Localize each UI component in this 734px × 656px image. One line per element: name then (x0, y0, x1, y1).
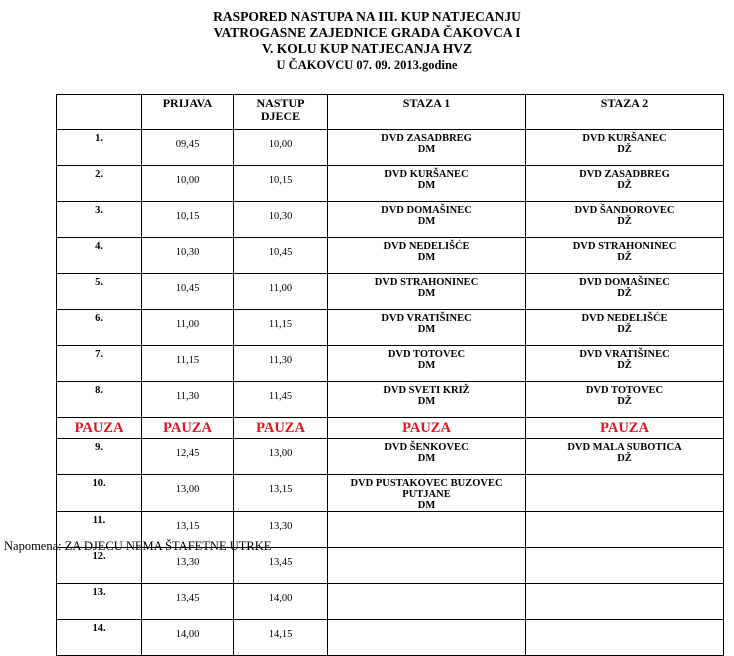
prijava-time: 10,45 (142, 274, 234, 310)
team-category: DM (417, 500, 436, 511)
table-row (57, 274, 724, 310)
staza-1-cell (328, 475, 526, 512)
team-category: DŽ (617, 360, 632, 371)
nastup-time: 11,15 (234, 310, 328, 346)
staza-2-cell (526, 512, 724, 548)
row-number: 10. (57, 475, 142, 512)
pauza-cell: PAUZA (328, 418, 526, 439)
staza-1-cell (328, 202, 526, 238)
team-category: DŽ (617, 252, 632, 263)
row-number: 7. (57, 346, 142, 382)
team-name: DVD PUSTAKOVEC BUZOVEC PUTJANE (350, 478, 503, 500)
staza-1-cell (328, 584, 526, 620)
nastup-time: 10,30 (234, 202, 328, 238)
nastup-time: 10,00 (234, 130, 328, 166)
staza-1-cell (328, 382, 526, 418)
prijava-time: 13,00 (142, 475, 234, 512)
staza-2-cell (526, 584, 724, 620)
nastup-time: 11,00 (234, 274, 328, 310)
table-header-row (57, 95, 724, 130)
nastup-time: 11,30 (234, 346, 328, 382)
staza-2-cell (526, 310, 724, 346)
row-number: 1. (57, 130, 142, 166)
team-category: DM (417, 216, 436, 227)
nastup-time: 13,45 (234, 548, 328, 584)
team-category: DM (417, 180, 436, 191)
staza-2-cell (526, 548, 724, 584)
prijava-time: 14,00 (142, 620, 234, 656)
staza-1-cell (328, 274, 526, 310)
header-staza-1: STAZA 1 (328, 95, 526, 130)
pauza-row (57, 418, 724, 439)
team-name: DVD NEDELIŠĆE (581, 313, 668, 324)
prijava-time: 10,30 (142, 238, 234, 274)
prijava-time: 12,45 (142, 439, 234, 475)
team-name: DVD MALA SUBOTICA (567, 442, 682, 453)
team-name: DVD STRAHONINEC (374, 277, 479, 288)
staza-2-cell (526, 475, 724, 512)
staza-1-cell (328, 166, 526, 202)
row-number: 11. (57, 512, 142, 548)
team-name: DVD KURŠANEC (582, 133, 667, 144)
row-number: 13. (57, 584, 142, 620)
team-category: DŽ (617, 144, 632, 155)
pauza-cell: PAUZA (142, 418, 234, 439)
staza-1-cell (328, 548, 526, 584)
team-name: DVD SVETI KRIŽ (383, 385, 470, 396)
prijava-time: 09,45 (142, 130, 234, 166)
table-row (57, 346, 724, 382)
nastup-time: 13,15 (234, 475, 328, 512)
table-row (57, 130, 724, 166)
header-staza-2: STAZA 2 (526, 95, 724, 130)
pauza-cell: PAUZA (234, 418, 328, 439)
team-name: DVD ŠANDOROVEC (574, 205, 675, 216)
staza-1-cell (328, 620, 526, 656)
staza-2-cell (526, 620, 724, 656)
nastup-time: 13,30 (234, 512, 328, 548)
table-row (57, 475, 724, 512)
prijava-time: 13,45 (142, 584, 234, 620)
prijava-time: 10,15 (142, 202, 234, 238)
table-row (57, 584, 724, 620)
staza-2-cell (526, 382, 724, 418)
staza-2-cell (526, 346, 724, 382)
team-category: DM (417, 453, 436, 464)
table-row (57, 310, 724, 346)
header-nastup (234, 95, 328, 130)
row-number: 2. (57, 166, 142, 202)
nastup-time: 14,15 (234, 620, 328, 656)
row-number: 8. (57, 382, 142, 418)
staza-1-cell (328, 512, 526, 548)
row-number: 5. (57, 274, 142, 310)
title-line-1: RASPORED NASTUPA NA III. KUP NATJECANJU (213, 9, 521, 24)
team-name: DVD ŠENKOVEC (384, 442, 469, 453)
staza-2-cell (526, 439, 724, 475)
row-number: 4. (57, 238, 142, 274)
header-prijava: PRIJAVA (142, 95, 234, 130)
note: Napomena: ZA DJECU NEMA ŠTAFETNE UTRKE (4, 539, 272, 553)
row-number: 12. (57, 548, 142, 584)
staza-2-cell (526, 166, 724, 202)
pauza-cell: PAUZA (526, 418, 724, 439)
row-number: 6. (57, 310, 142, 346)
nastup-time: 13,00 (234, 439, 328, 475)
nastup-time: 10,15 (234, 166, 328, 202)
table-row (57, 382, 724, 418)
staza-1-cell (328, 346, 526, 382)
team-name: DVD ZASADBREG (579, 169, 670, 180)
nastup-time: 14,00 (234, 584, 328, 620)
team-name: DVD ZASADBREG (381, 133, 472, 144)
row-number: 9. (57, 439, 142, 475)
row-number: 14. (57, 620, 142, 656)
header-num (57, 95, 142, 130)
team-category: DM (417, 144, 436, 155)
staza-2-cell (526, 238, 724, 274)
staza-1-cell (328, 310, 526, 346)
team-category: DŽ (617, 324, 632, 335)
schedule-table (56, 94, 724, 656)
prijava-time: 11,00 (142, 310, 234, 346)
prijava-time: 13,15 (142, 512, 234, 548)
team-category: DŽ (617, 453, 632, 464)
team-name: DVD DOMAŠINEC (381, 205, 472, 216)
title-line-3: V. KOLU KUP NATJECANJA HVZ (262, 41, 472, 56)
team-name: DVD DOMAŠINEC (579, 277, 670, 288)
team-category: DŽ (617, 216, 632, 227)
title-line-4: U ČAKOVCU 07. 09. 2013.godine (276, 58, 458, 72)
staza-1-cell (328, 130, 526, 166)
staza-2-cell (526, 130, 724, 166)
pauza-cell: PAUZA (57, 418, 142, 439)
team-category: DM (417, 324, 436, 335)
header-nastup-label: NASTUP DJECE (256, 96, 305, 123)
table-row (57, 238, 724, 274)
team-category: DŽ (617, 180, 632, 191)
table-row (57, 620, 724, 656)
team-name: DVD TOTOVEC (585, 385, 664, 396)
team-category: DŽ (617, 288, 632, 299)
team-category: DM (417, 360, 436, 371)
team-name: DVD STRAHONINEC (572, 241, 677, 252)
row-number: 3. (57, 202, 142, 238)
title-line-2: VATROGASNE ZAJEDNICE GRADA ČAKOVCA I (213, 25, 521, 40)
team-category: DM (417, 396, 436, 407)
team-category: DM (417, 252, 436, 263)
prijava-time: 10,00 (142, 166, 234, 202)
staza-2-cell (526, 202, 724, 238)
staza-1-cell (328, 439, 526, 475)
team-name: DVD TOTOVEC (387, 349, 466, 360)
prijava-time: 13,30 (142, 548, 234, 584)
table-row (57, 439, 724, 475)
team-name: DVD KURŠANEC (384, 169, 469, 180)
nastup-time: 11,45 (234, 382, 328, 418)
team-category: DM (417, 288, 436, 299)
nastup-time: 10,45 (234, 238, 328, 274)
team-category: DŽ (617, 396, 632, 407)
table-row (57, 166, 724, 202)
team-name: DVD NEDELIŠĆE (383, 241, 470, 252)
prijava-time: 11,30 (142, 382, 234, 418)
team-name: DVD VRATIŠINEC (381, 313, 472, 324)
staza-1-cell (328, 238, 526, 274)
staza-2-cell (526, 274, 724, 310)
table-row (57, 202, 724, 238)
team-name: DVD VRATIŠINEC (579, 349, 670, 360)
prijava-time: 11,15 (142, 346, 234, 382)
